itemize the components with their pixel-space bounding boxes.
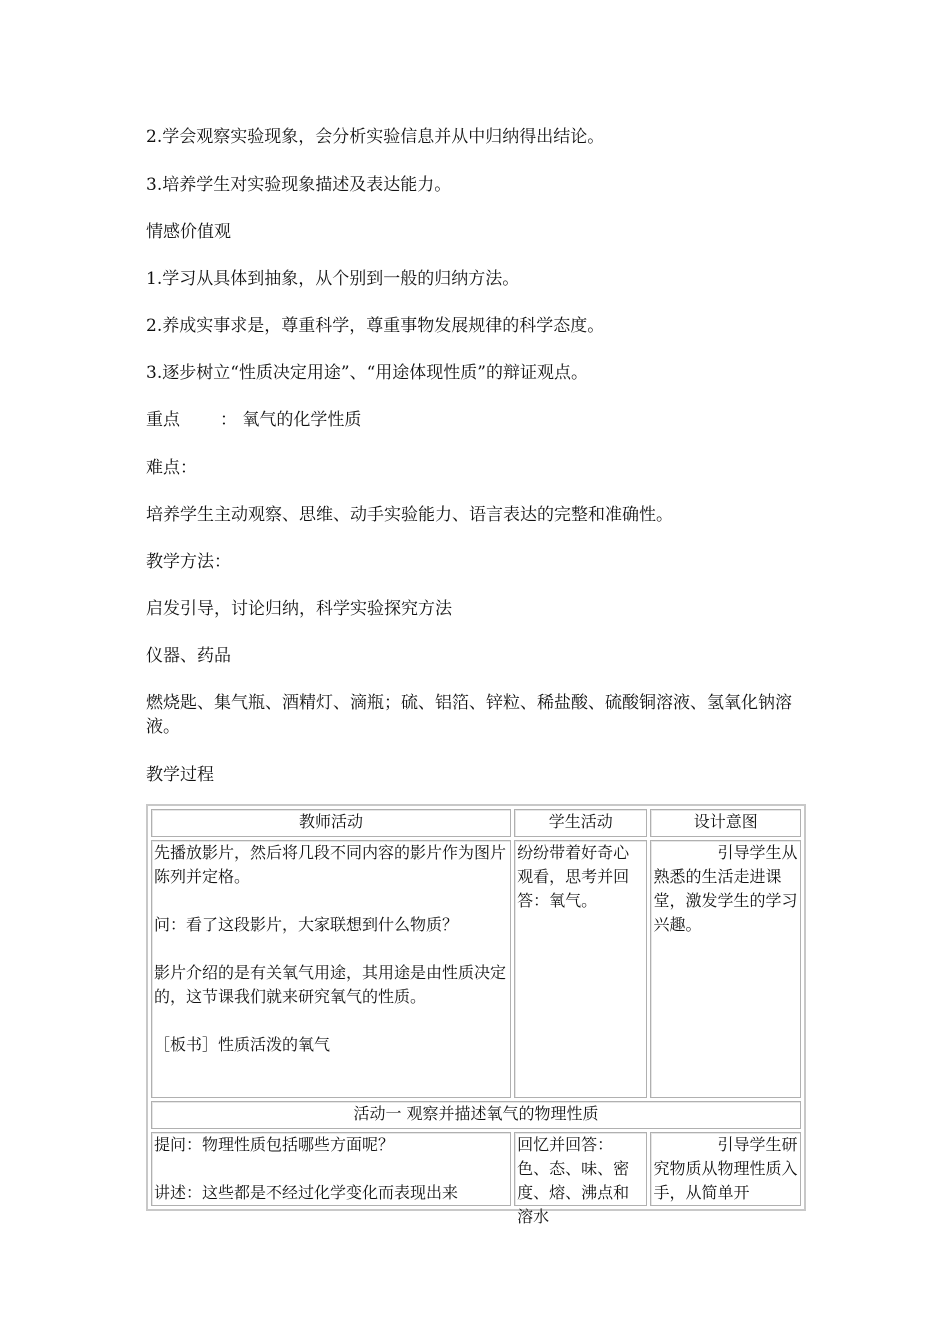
- value-2: 2.养成实事求是，尊重科学，尊重事物发展规律的科学态度。: [146, 316, 605, 336]
- header-student: 学生活动: [514, 809, 647, 837]
- activity-title: 活动一 观察并描述氧气的物理性质: [151, 1101, 801, 1129]
- table-header-row: [151, 809, 801, 837]
- teacher-text-1: 先播放影片，然后将几段不同内容的影片作为图片陈列并定格。: [154, 843, 507, 886]
- design-text: 引导学生研究物质从物理性质入手，从简单开: [653, 1135, 798, 1202]
- objective-2: 2.学会观察实验现象，会分析实验信息并从中归纳得出结论。: [146, 127, 605, 147]
- teacher-text-4: ［板书］性质活泼的氧气: [154, 1035, 331, 1054]
- difficulty-heading: 难点：: [146, 458, 197, 478]
- student-text: 回忆并回答：色、态、味、密度、熔、沸点和溶水: [517, 1135, 630, 1226]
- header-design: 设计意图: [650, 809, 801, 837]
- header-teacher: 教师活动: [151, 809, 511, 837]
- method-text: 启发引导，讨论归纳，科学实验探究方法: [146, 599, 452, 619]
- table-row: [151, 840, 801, 1098]
- materials-text: 燃烧匙、集气瓶、酒精灯、滴瓶；硫、铝箔、锌粒、稀盐酸、硫酸铜溶液、氢氧化钠溶液。: [146, 693, 792, 737]
- materials-heading: 仪器、药品: [146, 646, 231, 666]
- design-text: 引导学生从熟悉的生活走进课堂，激发学生的学习兴趣。: [653, 843, 798, 934]
- teacher-cell: [151, 840, 511, 1098]
- student-cell: [514, 840, 647, 1098]
- key-point-label: 重点: [146, 410, 180, 430]
- lesson-table: [146, 804, 806, 1226]
- difficulty-text: 培养学生主动观察、思维、动手实验能力、语言表达的完整和准确性。: [146, 505, 673, 525]
- value-3: 3.逐步树立“性质决定用途”、“用途体现性质”的辩证观点。: [146, 363, 588, 383]
- objective-3: 3.培养学生对实验现象描述及表达能力。: [146, 175, 452, 195]
- key-point-text: ： 氧气的化学性质: [220, 410, 362, 430]
- section-heading-values: 情感价值观: [146, 222, 231, 242]
- student-text: 纷纷带着好奇心观看，思考并回答：氧气。: [517, 843, 630, 910]
- design-cell: [650, 840, 801, 1098]
- activity-row: [151, 1101, 801, 1129]
- value-1: 1.学习从具体到抽象，从个别到一般的归纳方法。: [146, 269, 520, 289]
- teacher-text-2: 讲述：这些都是不经过化学变化而表现出来: [154, 1183, 459, 1202]
- teacher-cell: [151, 1132, 511, 1206]
- teacher-text-1: 提问：物理性质包括哪些方面呢？: [154, 1135, 395, 1154]
- table-row: [151, 1132, 801, 1206]
- process-heading: 教学过程: [146, 765, 214, 785]
- key-point: [146, 408, 361, 432]
- method-heading: 教学方法：: [146, 552, 231, 572]
- student-cell: [514, 1132, 647, 1226]
- teacher-text-3: 影片介绍的是有关氧气用途，其用途是由性质决定的，这节课我们就来研究氧气的性质。: [154, 963, 507, 1006]
- design-cell: [650, 1132, 801, 1206]
- teacher-text-2: 问：看了这段影片，大家联想到什么物质？: [154, 915, 459, 934]
